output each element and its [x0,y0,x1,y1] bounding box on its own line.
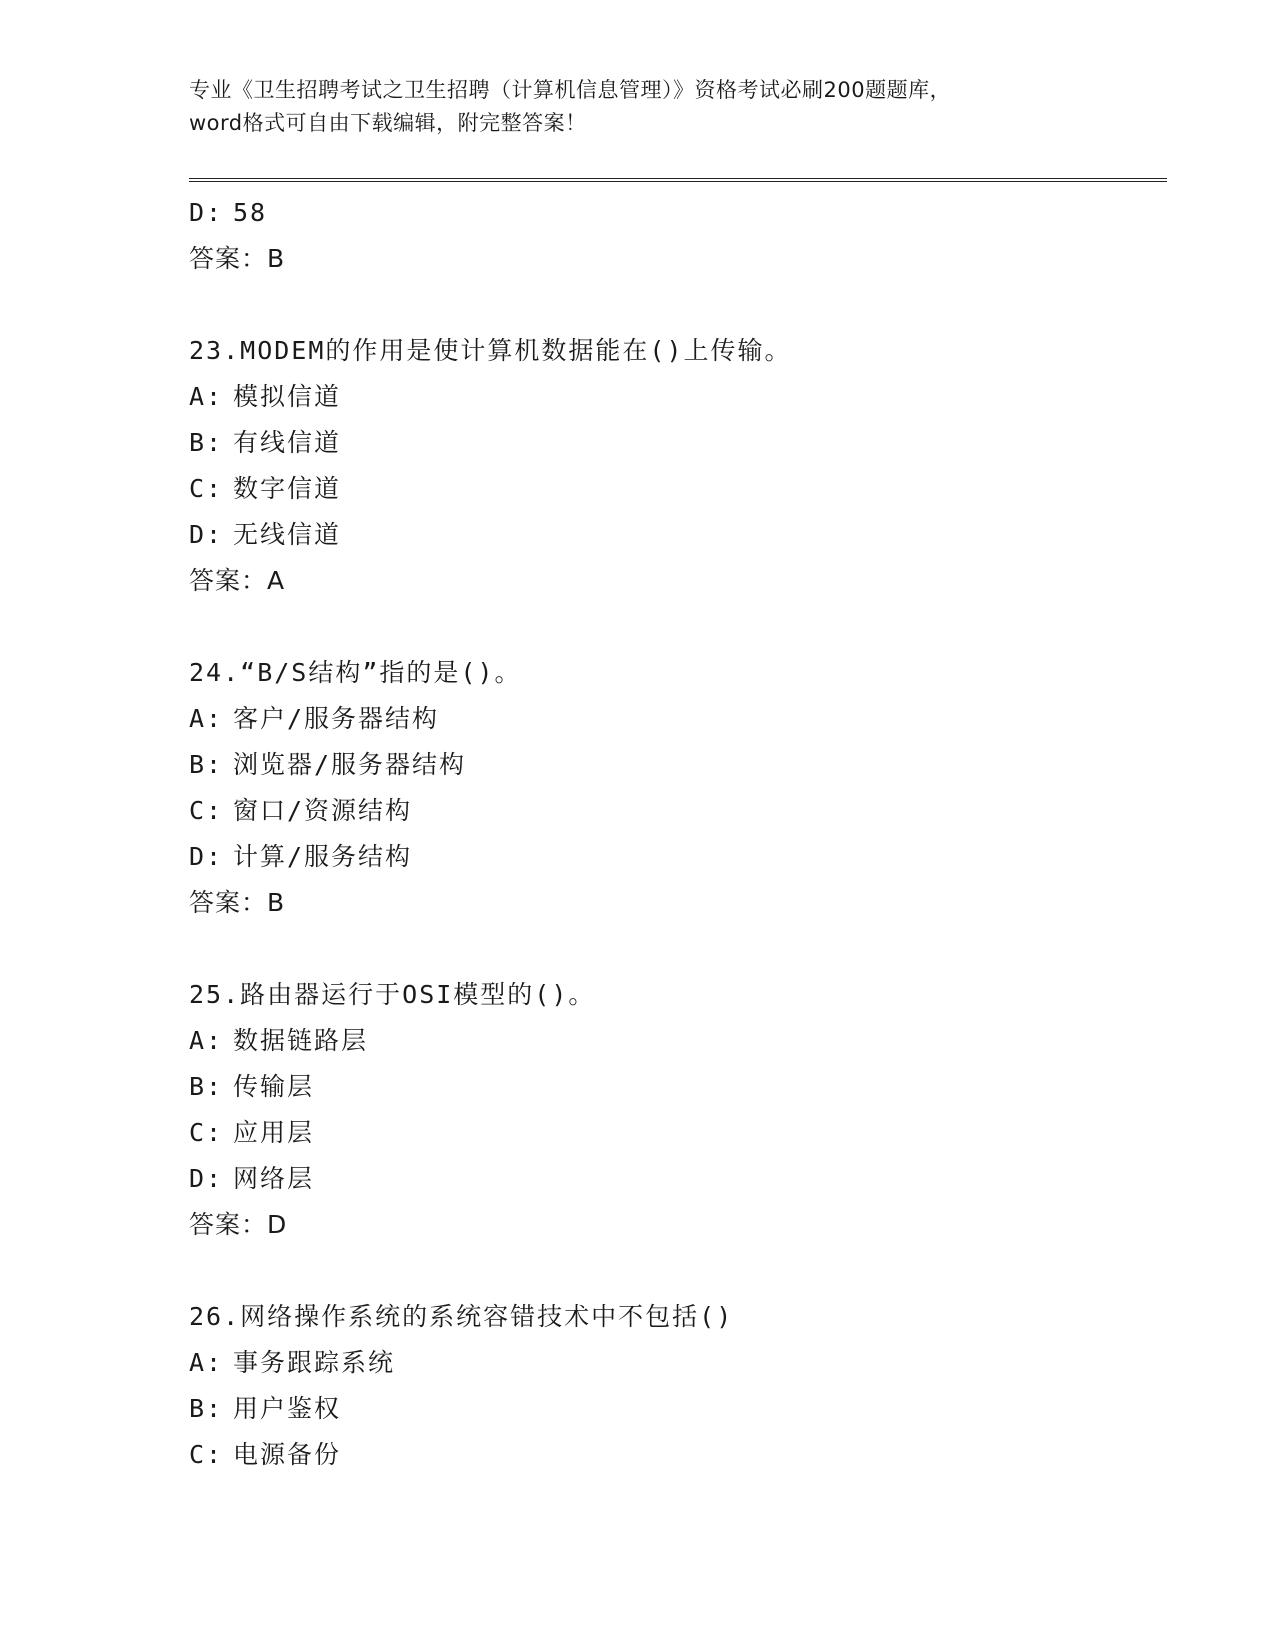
option-text: 数字信道 [233,474,342,503]
answer-line: 答案：A [189,566,286,595]
answer-line: 答案：D [189,1210,288,1239]
option-label: C: [189,796,224,825]
option-c [189,1432,1169,1478]
option-label: C: [189,1440,224,1469]
option-label: A: [189,1348,224,1377]
header-divider [189,178,1167,182]
header-line-1: 专业《卫生招聘考试之卫生招聘（计算机信息管理）》资格考试必刷200题题库， [189,78,952,102]
option-text: 数据链路层 [233,1026,369,1055]
option-c [189,788,1169,834]
option-a [189,1340,1169,1386]
option-b [189,420,1169,466]
option-b [189,1386,1169,1432]
option-d [189,1156,1169,1202]
option-label: D: [189,1164,224,1193]
option-text: 无线信道 [233,520,342,549]
answer-line: 答案：B [189,244,286,273]
option-a [189,696,1169,742]
option-d [189,512,1169,558]
option-a [189,1018,1169,1064]
option-label: C: [189,474,224,503]
option-label: A: [189,1026,224,1055]
option-label: D: [189,842,224,871]
option-d [189,834,1169,880]
option-text: 窗口/资源结构 [233,796,413,825]
option-text: 浏览器/服务器结构 [233,750,467,779]
option-label: A: [189,704,224,733]
document-header [189,74,1089,140]
option-label: A: [189,382,224,411]
option-label: D: [189,198,224,227]
question-stem: 26.网络操作系统的系统容错技术中不包括() [189,1302,734,1331]
option-text: 网络层 [233,1164,315,1193]
option-text: 用户鉴权 [233,1394,342,1423]
header-line-2: word格式可自由下载编辑，附完整答案！ [189,111,587,135]
option-text: 客户/服务器结构 [233,704,440,733]
option-label: B: [189,428,224,457]
option-text: 计算/服务结构 [233,842,413,871]
option-label: D: [189,520,224,549]
question-stem: 25.路由器运行于OSI模型的()。 [189,980,596,1009]
option-b [189,742,1169,788]
option-text: 事务跟踪系统 [233,1348,396,1377]
question-stem: 24.“B/S结构”指的是()。 [189,658,522,687]
option-text: 电源备份 [233,1440,342,1469]
option-label: C: [189,1118,224,1147]
option-text: 传输层 [233,1072,315,1101]
option-label: B: [189,1394,224,1423]
answer-line: 答案：B [189,888,286,917]
question-stem: 23.MODEM的作用是使计算机数据能在()上传输。 [189,336,792,365]
option-d [189,190,1169,236]
option-label: B: [189,750,224,779]
option-c [189,466,1169,512]
option-text: 模拟信道 [233,382,342,411]
option-b [189,1064,1169,1110]
option-label: B: [189,1072,224,1101]
question-content [189,190,1169,1478]
option-text: 58 [233,198,268,227]
option-text: 有线信道 [233,428,342,457]
option-a [189,374,1169,420]
option-text: 应用层 [233,1118,315,1147]
option-c [189,1110,1169,1156]
